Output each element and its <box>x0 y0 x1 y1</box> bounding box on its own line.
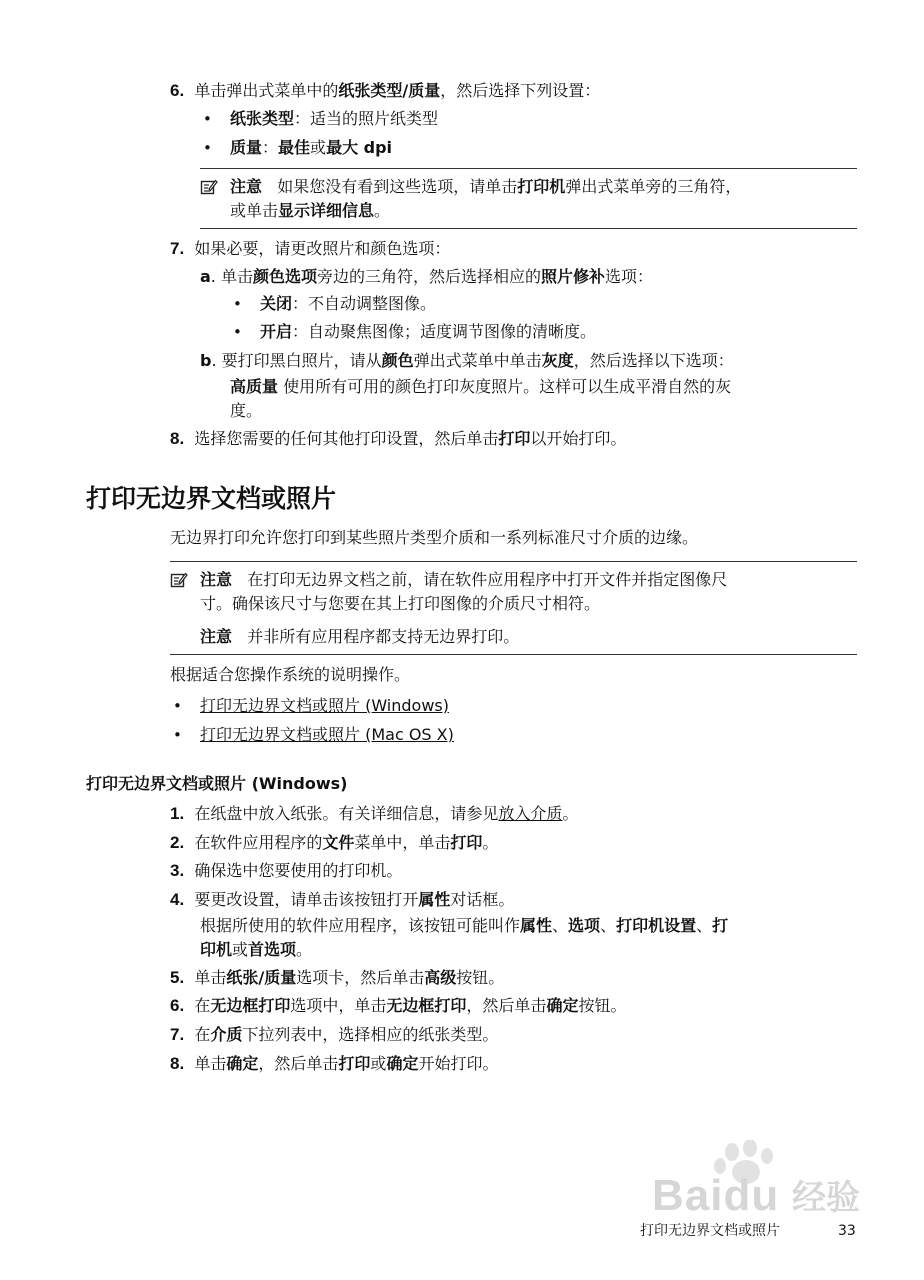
step-8: 8. 选择您需要的任何其他打印设置，然后单击打印以开始打印。 <box>170 429 627 448</box>
win-step-7: 7. 在介质下拉列表中，选择相应的纸张类型。 <box>170 1025 499 1044</box>
bullet-on: 开启：自动聚焦图像；适度调节图像的清晰度。 <box>260 322 597 341</box>
bullet-dot: • <box>173 726 182 744</box>
step-7: 7. 如果必要，请更改照片和颜色选项： <box>170 239 451 258</box>
watermark-sub: 经验 <box>792 1179 860 1217</box>
win-step-3: 3. 确保选中您要使用的打印机。 <box>170 861 403 880</box>
win-step-5: 5. 单击纸张/质量选项卡，然后单击高级按钮。 <box>170 968 505 987</box>
win-step-4: 4. 要更改设置，请单击该按钮打开属性对话框。 <box>170 890 515 909</box>
bullet-dot: • <box>233 295 242 313</box>
win-step-2: 2. 在软件应用程序的文件菜单中，单击打印。 <box>170 833 499 852</box>
link-windows[interactable]: 打印无边界文档或照片 (Windows) <box>200 696 449 715</box>
bullet-dot: • <box>233 323 242 341</box>
step-7a: a. 单击颜色选项旁边的三角符，然后选择相应的照片修补选项： <box>200 267 654 286</box>
note-2-line-2: 寸。确保该尺寸与您要在其上打印图像的介质尺寸相符。 <box>200 594 601 613</box>
note-icon <box>170 571 188 589</box>
bullet-off: 关闭：不自动调整图像。 <box>260 294 437 313</box>
footer-title: 打印无边界文档或照片 <box>640 1223 780 1239</box>
step-7b: b. 要打印黑白照片，请从颜色弹出式菜单中单击灰度，然后选择以下选项： <box>200 351 734 370</box>
note-1-line-1: 注意 如果您没有看到这些选项，请单击打印机弹出式菜单旁的三角符， <box>230 177 742 196</box>
note-rule-bottom <box>170 654 857 655</box>
note-rule-top <box>170 561 857 562</box>
watermark-brand: Baidu <box>652 1171 780 1220</box>
note-rule-bottom <box>200 228 857 229</box>
link-mac[interactable]: 打印无边界文档或照片 (Mac OS X) <box>200 725 454 744</box>
note-3: 注意 并非所有应用程序都支持无边界打印。 <box>200 627 520 646</box>
bullet-dot: • <box>203 110 212 128</box>
note-icon <box>200 178 218 196</box>
bullet-dot: • <box>203 139 212 157</box>
step-6: 6. 单击弹出式菜单中的纸张类型/质量，然后选择下列设置： <box>170 81 601 100</box>
win-step-4-line-2: 根据所使用的软件应用程序，该按钮可能叫作属性、选项、打印机设置、打 <box>200 916 729 935</box>
win-step-8: 8. 单击确定，然后单击打印或确定开始打印。 <box>170 1054 499 1073</box>
bullet-dot: • <box>173 697 182 715</box>
page-number: 33 <box>838 1223 856 1239</box>
step-7b-detail-line-1: 高质量 使用所有可用的颜色打印灰度照片。这样可以生成平滑自然的灰 <box>230 377 732 396</box>
note-2-line-1: 注意 在打印无边界文档之前，请在软件应用程序中打开文件并指定图像尺 <box>200 570 728 589</box>
win-step-6: 6. 在无边框打印选项中，单击无边框打印，然后单击确定按钮。 <box>170 996 627 1015</box>
win-step-4-line-3: 印机或首选项。 <box>200 940 313 959</box>
subsection-heading: 打印无边界文档或照片 (Windows) <box>86 774 348 793</box>
bullet-quality: 质量：最佳或最大 dpi <box>230 138 393 157</box>
win-step-1: 1. 在纸盘中放入纸张。有关详细信息，请参见放入介质。 <box>170 804 579 823</box>
baidu-watermark <box>652 1140 882 1230</box>
intro-text: 无边界打印允许您打印到某些照片类型介质和一系列标准尺寸介质的边缘。 <box>170 528 699 547</box>
note-rule-top <box>200 168 857 169</box>
instruction-text: 根据适合您操作系统的说明操作。 <box>170 665 411 684</box>
section-heading: 打印无边界文档或照片 <box>86 484 337 513</box>
bullet-paper-type: 纸张类型：适当的照片纸类型 <box>230 109 439 128</box>
link-load-media[interactable]: 放入介质 <box>498 804 563 823</box>
note-1-line-2: 或单击显示详细信息。 <box>230 201 391 220</box>
step-7b-detail-line-2: 度。 <box>230 401 263 420</box>
